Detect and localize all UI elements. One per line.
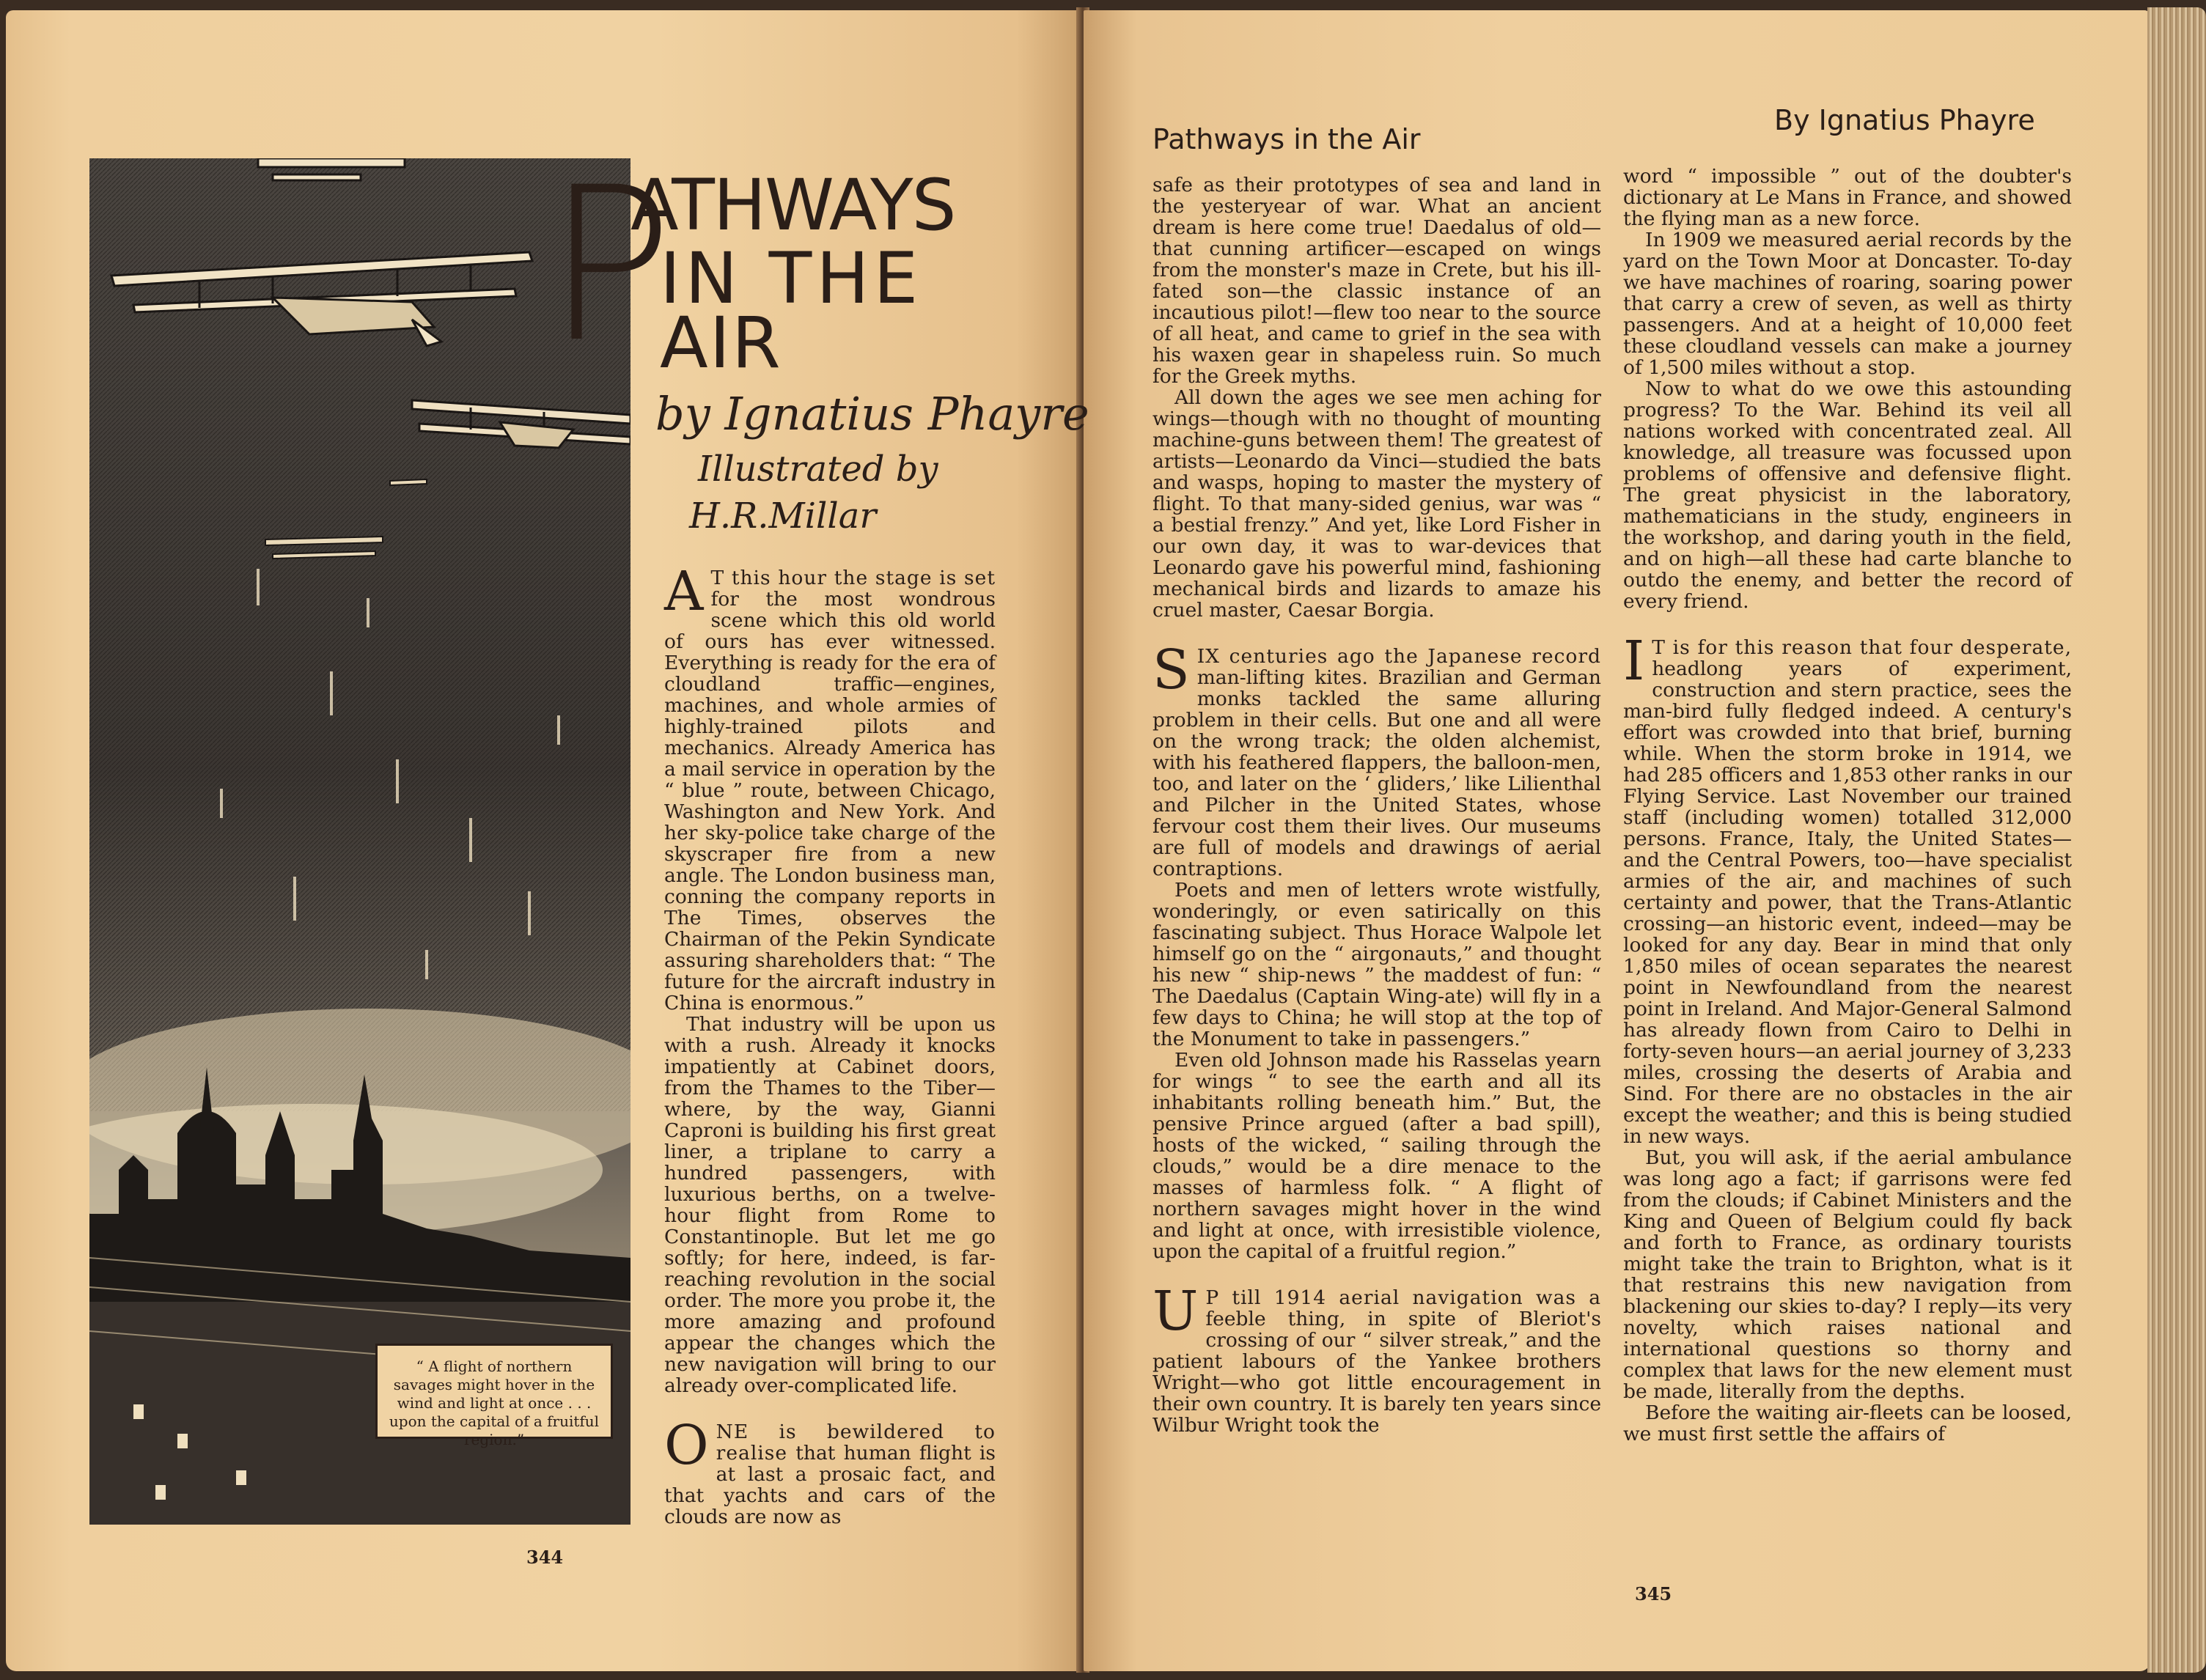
col2-paragraph-1: safe as their prototypes of sea and land in the yesteryear of war. What an ancient dream is here come true! Daedalus of old—that cunning artificer—escaped on wings from the monster's maze in Crete, but his ill-fated son—the classic instance of an incautious pilot!—flew too near to the source of all heat, and came to grief in the sea with his waxen gear in shapeless ruin. So much for the Greek myths. <box>1152 174 1601 388</box>
col2-paragraph-4: Poets and men of letters wrote wistfully, wonderingly, or even satirically on this fascinating subject. Thus Horace Walpole let himself go on the “ airgonauts,” and thought his new “ ship-news ” the maddest of fun: “ The Daedalus (Captain Wing-ate) will fly in a few days to China; he will stop at the top of the Monument to take in passengers.” <box>1152 879 1601 1050</box>
illustrated-by: Illustrated by <box>698 449 938 490</box>
page-number-right: 345 <box>1635 1583 1672 1605</box>
byline: by Ignatius Phayre <box>655 387 1089 441</box>
col2-paragraph-5: Even old Johnson made his Rasselas yearn for wings “ to see the earth and all its inhabitants rolling beneath him.” But, the pensive Prince argued (after a bad spill), hosts of the wicked, “ sailing through the clouds,” would be a dire menace to the masses of harmless folk. “ A flight of northern savages might hover in the wind and light at once, with irresistible violence, upon the capital of a fruitful region.” <box>1152 1049 1601 1263</box>
col2-paragraph-2: All down the ages we see men aching for wings—though with no thought of mounting machine-guns between them! The greatest of artists—Leonardo da Vinci—studied the bats and wasps, hoping to master the mystery of flight. To that many-sided genius, war was “ a bestial frenzy.” And yet, like Lord Fisher in our own day, it was to war-devices that Leonardo gave his powerful mind, fashioning mechanical birds and lizards to amaze his cruel master, Caesar Borgia. <box>1152 386 1601 622</box>
title-line-2: IN THE <box>660 237 923 320</box>
col1-paragraph-2: That industry will be upon us with a rush. Already it knocks impatiently at Cabinet doors, from the Thames to the Tiber—where, by the way, Gianni Caproni is building his first great liner, a triplane to carry a hundred passengers, with luxurious berths, on a twelve-hour flight from Rome to Constantinople. But let me go softly; for here, indeed, is far-reaching revolution in the social order. The more you probe it, the more amazing and profound appear the changes which the new navigation will bring to our already over-complicated life. <box>664 1013 996 1397</box>
col3-paragraph-2: In 1909 we measured aerial records by the yard on the Town Moor at Doncaster. To-day we have machines of roaring, soaring power that carry a crew of seven, as well as thirty passengers. And at a height of 10,000 feet these cloudland vessels can make a journey of 1,500 miles without a stop. <box>1623 229 2072 379</box>
drop-cap-o: O <box>664 1414 709 1477</box>
title-line-3: AIR <box>660 302 782 384</box>
col1-paragraph-3: ONE is bewildered to realise that human flight is at last a prosaic fact, and that yachts and cars of the clouds are now as <box>664 1414 996 1528</box>
title-line-1: ATHWAYS <box>630 164 955 246</box>
col3-paragraph-3: Now to what do we owe this astounding progress? To the War. Behind its veil all nations worked with concentrated zeal. All knowledge, all treasure was focussed upon problems of offensive and defensive flight. The great physicist in the laboratory, mathematicians in the study, engineers in the workshop, and daring youth in the field, and on high—all these had carte blanche to outdo the enemy, and better the record of every friend. <box>1623 377 2072 613</box>
page-edges <box>2147 7 2206 1673</box>
running-head-author: By Ignatius Phayre <box>1774 104 2035 136</box>
column-3 <box>1623 166 2072 1445</box>
illustration-caption: “ A flight of northern savages might hover in the wind and light at once . . . upon the capital of a fruitful region.” <box>375 1344 613 1439</box>
col1-paragraph-1: A T this hour the stage is set for the most wondrous scene which this old world of ours has ever witnessed. Everything is ready for the era of cloudland traffic—engines, machines, and whole armies of highly-trained pilots and mechanics. Already America has a mail service in operation by the “ blue ” route, between Chicago, Washington and New York. And her sky-police take charge of the skyscraper fire from a new angle. The London business man, conning the company reports in The Times, observes the Chairman of the Pekin Syndicate assuring shareholders that: “ The future for the aircraft industry in China is enormous.” <box>664 560 996 1014</box>
running-head-title: Pathways in the Air <box>1152 123 1421 155</box>
illustrator: H.R.Millar <box>689 495 877 537</box>
drop-cap-s: S <box>1152 638 1190 701</box>
col3-paragraph-5: But, you will ask, if the aerial ambulance was long ago a fact; if garrisons were fed from the clouds; if Cabinet Ministers and the King and Queen of Belgium could fly back and forth to France, as ordinary tourists might take the train to Brighton, what is it that restrains this new navigation from blackening our skies to-day? I reply—its very novelty, which raises national and international questions so thorny and complex that laws for the new element must be made, literally from the depths. <box>1623 1146 2072 1403</box>
drop-cap-a: A <box>664 560 704 623</box>
col3-paragraph-6: Before the waiting air-fleets can be loosed, we must first settle the affairs of <box>1623 1401 2072 1445</box>
drop-cap-u: U <box>1152 1280 1199 1343</box>
col3-paragraph-1: word “ impossible ” out of the doubter's dictionary at Le Mans in France, and showed the flying man as a new force. <box>1623 165 2072 230</box>
col2-paragraph-3: SIX centuries ago the Japanese record man-lifting kites. Brazilian and German monks tackled the same alluring problem in their cells. But one and all were on the wrong track; the olden alchemist, with his feathered flappers, the balloon-men, too, and later on the ‘ gliders,’ like Lilienthal and Pilcher in the United States, whose fervour cost them their lives. Our museums are full of models and drawings of aerial contraptions. <box>1152 638 1601 880</box>
title-initial: P <box>545 142 671 389</box>
column-1 <box>664 560 996 1528</box>
col3-paragraph-4: I T is for this reason that four desperate, headlong years of experiment, construction and stern practice, sees the man-bird fully fledged indeed. A century's effort was crowded into that brief, burning while. When the storm broke in 1914, we had 285 officers and 1,853 other ranks in our Flying Service. Last November our trained staff (including women) totalled 312,000 persons. France, Italy, the United States—and the Central Powers, too—have specialist armies of the air, and machines of such certainty and power, that the Trans-Atlantic crossing—an historic event, indeed—may be looked for any day. Bear in mind that only 1,850 miles of ocean separates the nearest point in Newfoundland from the nearest point in Ireland. And Major-General Salmond has already flown from Cairo to Delhi in forty-seven hours—an aerial journey of 3,233 miles, crossing the deserts of Arabia and Sind. For there are no obstacles in the air except the weather; and this is being studied in new ways. <box>1623 630 2072 1148</box>
column-2 <box>1152 174 1601 1436</box>
col2-paragraph-6: U P till 1914 aerial navigation was a feeble thing, in spite of Bleriot's crossing of our “ silver streak,” and the patient labours of the Yankee brothers Wright—who got little encouragement in their own country. It is barely ten years since Wilbur Wright took the <box>1152 1280 1601 1437</box>
page-number-left: 344 <box>526 1547 564 1568</box>
drop-cap-i: I <box>1623 630 1645 693</box>
